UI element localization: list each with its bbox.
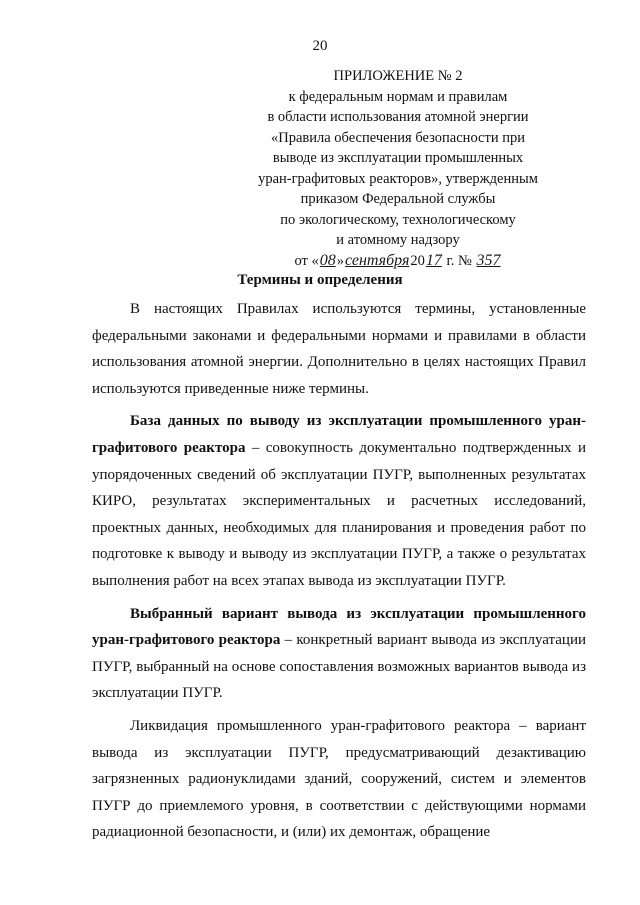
appendix-line: в области использования атомной энергии bbox=[267, 109, 529, 125]
definition-text: – совокупность документально подтвержденных и упорядоченных сведений об эксплуатации ПУГР, выполненных результатах КИРО, результатах экспериментальных и расчетных исследований, проектных данных, необходимых для планирования и проведения работ по подготовке к выводу и выводу из эксплуатации ПУГР, а также о результатах выполнения работ на всех этапах вывода из эксплуатации ПУГР. bbox=[92, 439, 586, 589]
date-prefix: от « bbox=[294, 252, 319, 269]
definition-term: Выбранный вариант вывода из эксплуатации промышленного уран-графитового реактора bbox=[92, 605, 586, 649]
appendix-line: и атомному надзору bbox=[336, 232, 460, 248]
handwritten-year: 17 bbox=[425, 251, 442, 269]
handwritten-month: сентября bbox=[344, 251, 410, 269]
definition-term-plain: Ликвидация промышленного уран-графитового реактора bbox=[130, 717, 511, 734]
order-date-line bbox=[248, 251, 548, 272]
appendix-line: выводе из эксплуатации промышленных bbox=[272, 150, 524, 166]
definition-text: – вариант вывода из эксплуатации ПУГР, предусматривающий дезактивацию загрязненных радионуклидами зданий, сооружений, систем и элементов ПУГР до приемлемого уровня, в соответствии с действующими нормами радиационной безопасности, и (или) их демонтаж, обращение bbox=[92, 717, 587, 841]
page-number: 20 bbox=[312, 38, 328, 54]
appendix-title: ПРИЛОЖЕНИЕ № 2 bbox=[333, 68, 463, 84]
handwritten-day: 08 bbox=[319, 251, 336, 269]
appendix-line: «Правила обеспечения безопасности при bbox=[271, 129, 525, 146]
definition-term: База данных по выводу из эксплуатации промышленного уран-графитового реактора bbox=[92, 413, 586, 456]
definition-paragraph bbox=[92, 601, 586, 707]
intro-paragraph: В настоящих Правилах используются термины, установленные федеральными законами и федеральными нормами и правилами в области использования атомной энергии. Дополнительно в целях настоящих Правил используются приведенные ниже термины. bbox=[92, 301, 586, 397]
handwritten-order-number: 357 bbox=[476, 251, 501, 269]
appendix-line: по экологическому, технологическому bbox=[280, 211, 516, 228]
definition-paragraph bbox=[92, 408, 586, 594]
appendix-line: приказом Федеральной службы bbox=[300, 191, 496, 207]
appendix-line: уран-графитовых реакторов», утвержденным bbox=[258, 170, 538, 187]
appendix-block bbox=[248, 66, 548, 271]
document-body bbox=[92, 296, 586, 856]
appendix-line: к федеральным нормам и правилам bbox=[288, 88, 508, 105]
section-title: Термины и определения bbox=[237, 272, 403, 288]
year-prefix: 20 bbox=[410, 252, 425, 269]
date-quote: » bbox=[336, 252, 344, 269]
definition-paragraph bbox=[92, 713, 586, 850]
order-number-label: г. № bbox=[446, 252, 472, 269]
definition-text: – конкретный вариант вывода из эксплуатации ПУГР, выбранный на основе сопоставления возможных вариантов вывода из эксплуатации ПУГР. bbox=[92, 632, 586, 702]
